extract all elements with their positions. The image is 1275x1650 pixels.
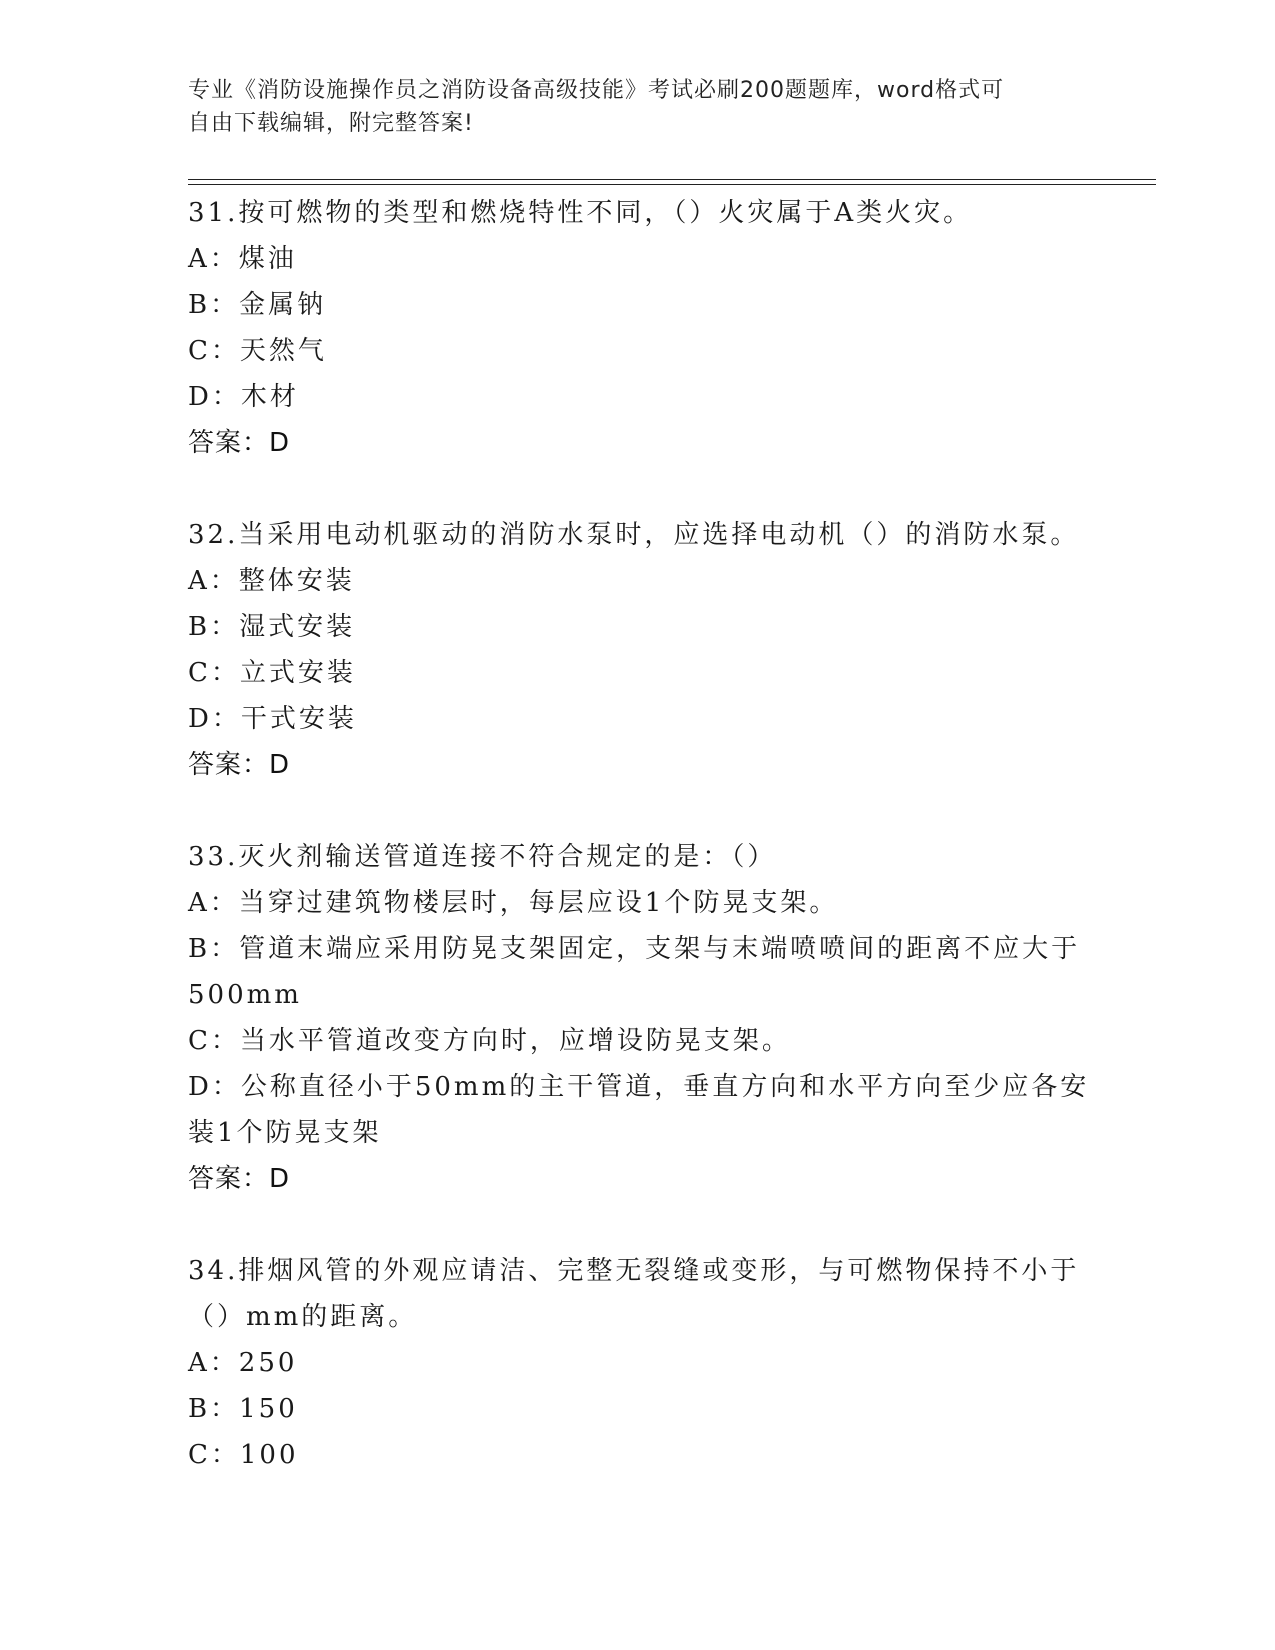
question-33 (188, 834, 1088, 1202)
question-stem: 33.灭火剂输送管道连接不符合规定的是：（） (188, 842, 777, 872)
answer-label: 答案：D (188, 428, 291, 458)
option-a: A：煤油 (188, 244, 297, 274)
option-a: A：整体安装 (188, 566, 355, 596)
question-stem: 32.当采用电动机驱动的消防水泵时，应选择电动机（）的消防水泵。 (188, 520, 1080, 550)
header-divider-bottom (188, 184, 1156, 185)
question-stem: 31.按可燃物的类型和燃烧特性不同，（）火灾属于A类火灾。 (188, 198, 973, 228)
option-b: B：金属钠 (188, 290, 327, 320)
header-line-1: 专业《消防设施操作员之消防设备高级技能》考试必刷200题题库，word格式可 (188, 78, 1005, 103)
question-31 (188, 190, 1088, 466)
question-32 (188, 512, 1088, 788)
option-d: D：干式安装 (188, 704, 357, 734)
question-stem-continued: （）mm的距离。 (188, 1302, 418, 1332)
header-line-2: 自由下载编辑，附完整答案! (188, 111, 474, 136)
option-a: A：250 (188, 1348, 298, 1378)
option-b: B：湿式安装 (188, 612, 356, 642)
question-stem: 34.排烟风管的外观应请洁、完整无裂缝或变形，与可燃物保持不小于 (188, 1256, 1080, 1286)
option-b: B：150 (188, 1394, 298, 1424)
option-c: C：天然气 (188, 336, 327, 366)
question-34 (188, 1248, 1088, 1478)
option-b-continued: 500mm (188, 980, 302, 1010)
header-divider-top (188, 179, 1156, 180)
option-d: D：木材 (188, 382, 299, 412)
option-c: C：100 (188, 1440, 299, 1470)
option-c: C：当水平管道改变方向时，应增设防晃支架。 (188, 1026, 791, 1056)
option-a: A：当穿过建筑物楼层时，每层应设1个防晃支架。 (188, 888, 839, 918)
answer-label: 答案：D (188, 1164, 291, 1194)
question-list (188, 190, 1088, 1478)
option-b: B：管道末端应采用防晃支架固定，支架与末端喷喷间的距离不应大于 (188, 934, 1081, 964)
option-c: C：立式安装 (188, 658, 356, 688)
answer-label: 答案：D (188, 750, 291, 780)
option-d: D：公称直径小于50mm的主干管道，垂直方向和水平方向至少应各安 (188, 1072, 1090, 1102)
document-header (188, 74, 1068, 140)
option-d-continued: 装1个防晃支架 (188, 1118, 382, 1148)
